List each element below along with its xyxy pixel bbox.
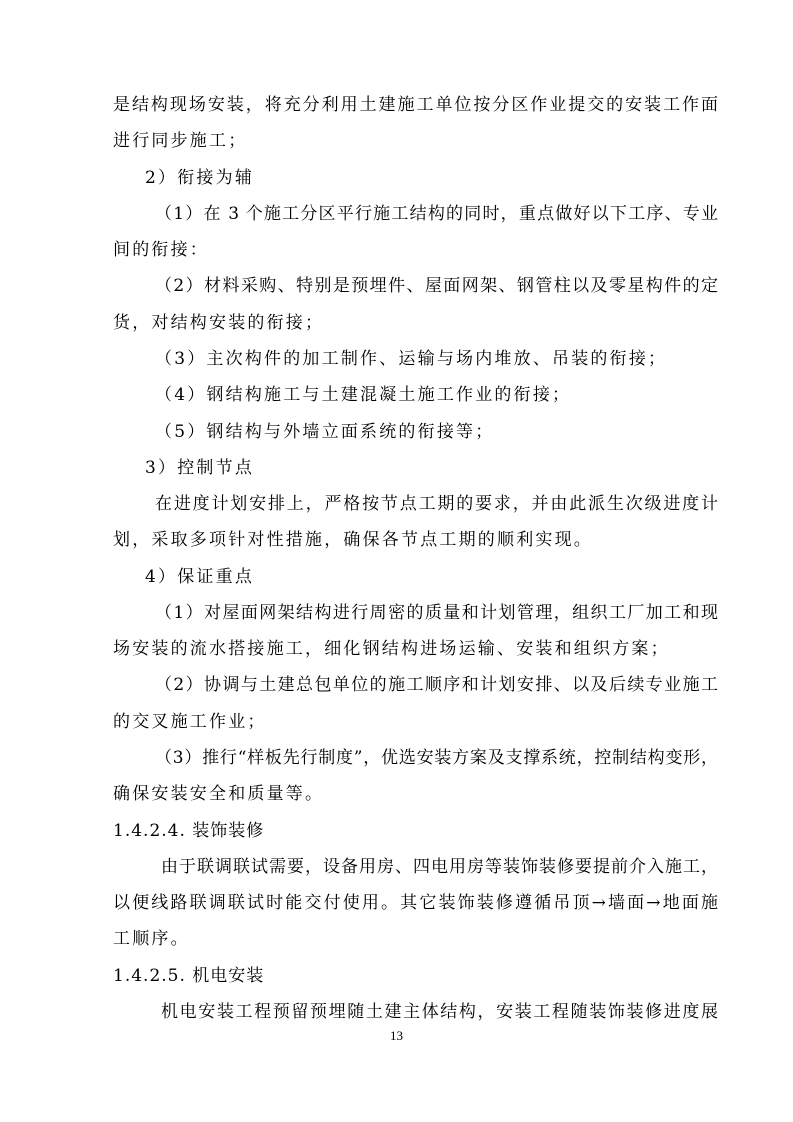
body-text-line: 划，采取多项针对性措施，确保各节点工期的顺利实现。 xyxy=(113,530,593,550)
list-item-4: （4）钢结构施工与土建混凝土施工作业的衔接； xyxy=(155,385,572,405)
body-text-line: 是结构现场安装，将充分利用土建施工单位按分区作业提交的安装工作面 xyxy=(113,95,718,115)
list-item-1-continued: 场安装的流水搭接施工，细化钢结构进场运输、安装和组织方案； xyxy=(113,639,670,659)
list-item-2-continued: 货，对结构安装的衔接； xyxy=(113,313,325,333)
body-text-line: 进行同步施工； xyxy=(113,131,248,151)
section-heading-decoration: 1.4.2.4. 装饰装修 xyxy=(113,821,265,841)
page-number: 13 xyxy=(390,1028,403,1043)
section-heading-mep: 1.4.2.5. 机电安装 xyxy=(113,966,265,986)
list-item-3: （3）推行“样板先行制度”，优选安装方案及支撑系统，控制结构变形， xyxy=(155,748,718,768)
body-text-line: 工顺序。 xyxy=(113,929,190,949)
subheading-key-points: 4）保证重点 xyxy=(145,567,255,587)
list-item-1: （1）对屋面网架结构进行周密的质量和计划管理，组织工厂加工和现 xyxy=(155,603,718,623)
subheading-control-nodes: 3）控制节点 xyxy=(145,458,255,478)
body-text-line: 机电安装工程预留预埋随土建主体结构，安装工程随装饰装修进度展 xyxy=(161,1002,718,1022)
list-item-5: （5）钢结构与外墙立面系统的衔接等； xyxy=(155,422,495,442)
list-item-2-continued: 的交叉施工作业； xyxy=(113,712,267,732)
subheading-coordination: 2）衔接为辅 xyxy=(145,168,255,188)
list-item-3-continued: 确保安装安全和质量等。 xyxy=(113,784,325,804)
body-text-line: 在进度计划安排上，严格按节点工期的要求，并由此派生次级进度计 xyxy=(155,494,718,514)
body-text-line: 由于联调联试需要，设备用房、四电用房等装饰装修要提前介入施工， xyxy=(161,857,718,877)
list-item-2: （2）协调与土建总包单位的施工顺序和计划安排、以及后续专业施工 xyxy=(155,675,718,695)
list-item-2: （2）材料采购、特别是预埋件、屋面网架、钢管柱以及零星构件的定 xyxy=(155,276,718,296)
list-item-1: （1）在 3 个施工分区平行施工结构的同时，重点做好以下工序、专业 xyxy=(155,204,718,224)
list-item-3: （3）主次构件的加工制作、运输与场内堆放、吊装的衔接； xyxy=(155,349,668,369)
body-text-line: 以便线路联调联试时能交付使用。其它装饰装修遵循吊顶→墙面→地面施 xyxy=(113,893,718,913)
list-item-1-continued: 间的衔接： xyxy=(113,240,209,260)
